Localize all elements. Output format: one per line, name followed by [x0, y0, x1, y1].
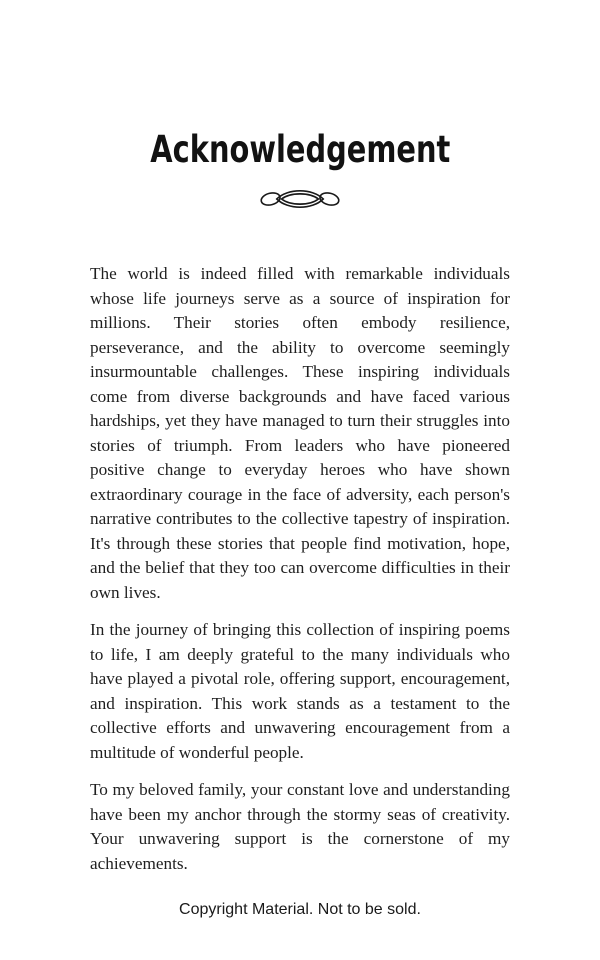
ornament-divider [0, 185, 600, 213]
infinity-ornament-icon [259, 185, 341, 213]
paragraph-2: In the journey of bringing this collection of inspiring poems to life, I am deeply grateful to the many individuals who have played a pivotal role, offering support, encouragement, and inspiration. This work stands as a testament to the collective efforts and unwavering encouragement from a multitude of wonderful people. [90, 620, 510, 762]
paragraph-3: To my beloved family, your constant love and understanding have been my anchor through the stormy seas of creativity. Your unwavering support is the cornerstone of my achievements. [90, 780, 510, 873]
copyright-notice: Copyright Material. Not to be sold. [179, 901, 421, 918]
body-text [0, 262, 600, 876]
heading-section [0, 129, 600, 171]
paragraph-1: The world is indeed filled with remarkable individuals whose life journeys serve as a source of inspiration for millions. Their stories often embody resilience, perseverance, and the ability to overcome seemingly insurmountable challenges. These inspiring individuals come from diverse backgrounds and have faced various hardships, yet they have managed to turn their struggles into stories of triumph. From leaders who have pioneered positive change to everyday heroes who have shown extraordinary courage in the face of adversity, each person's narrative contributes to the collective tapestry of inspiration. It's through these stories that people find motivation, hope, and the belief that they too can overcome difficulties in their own lives. [90, 264, 510, 602]
page-title: Acknowledgement [149, 128, 451, 171]
